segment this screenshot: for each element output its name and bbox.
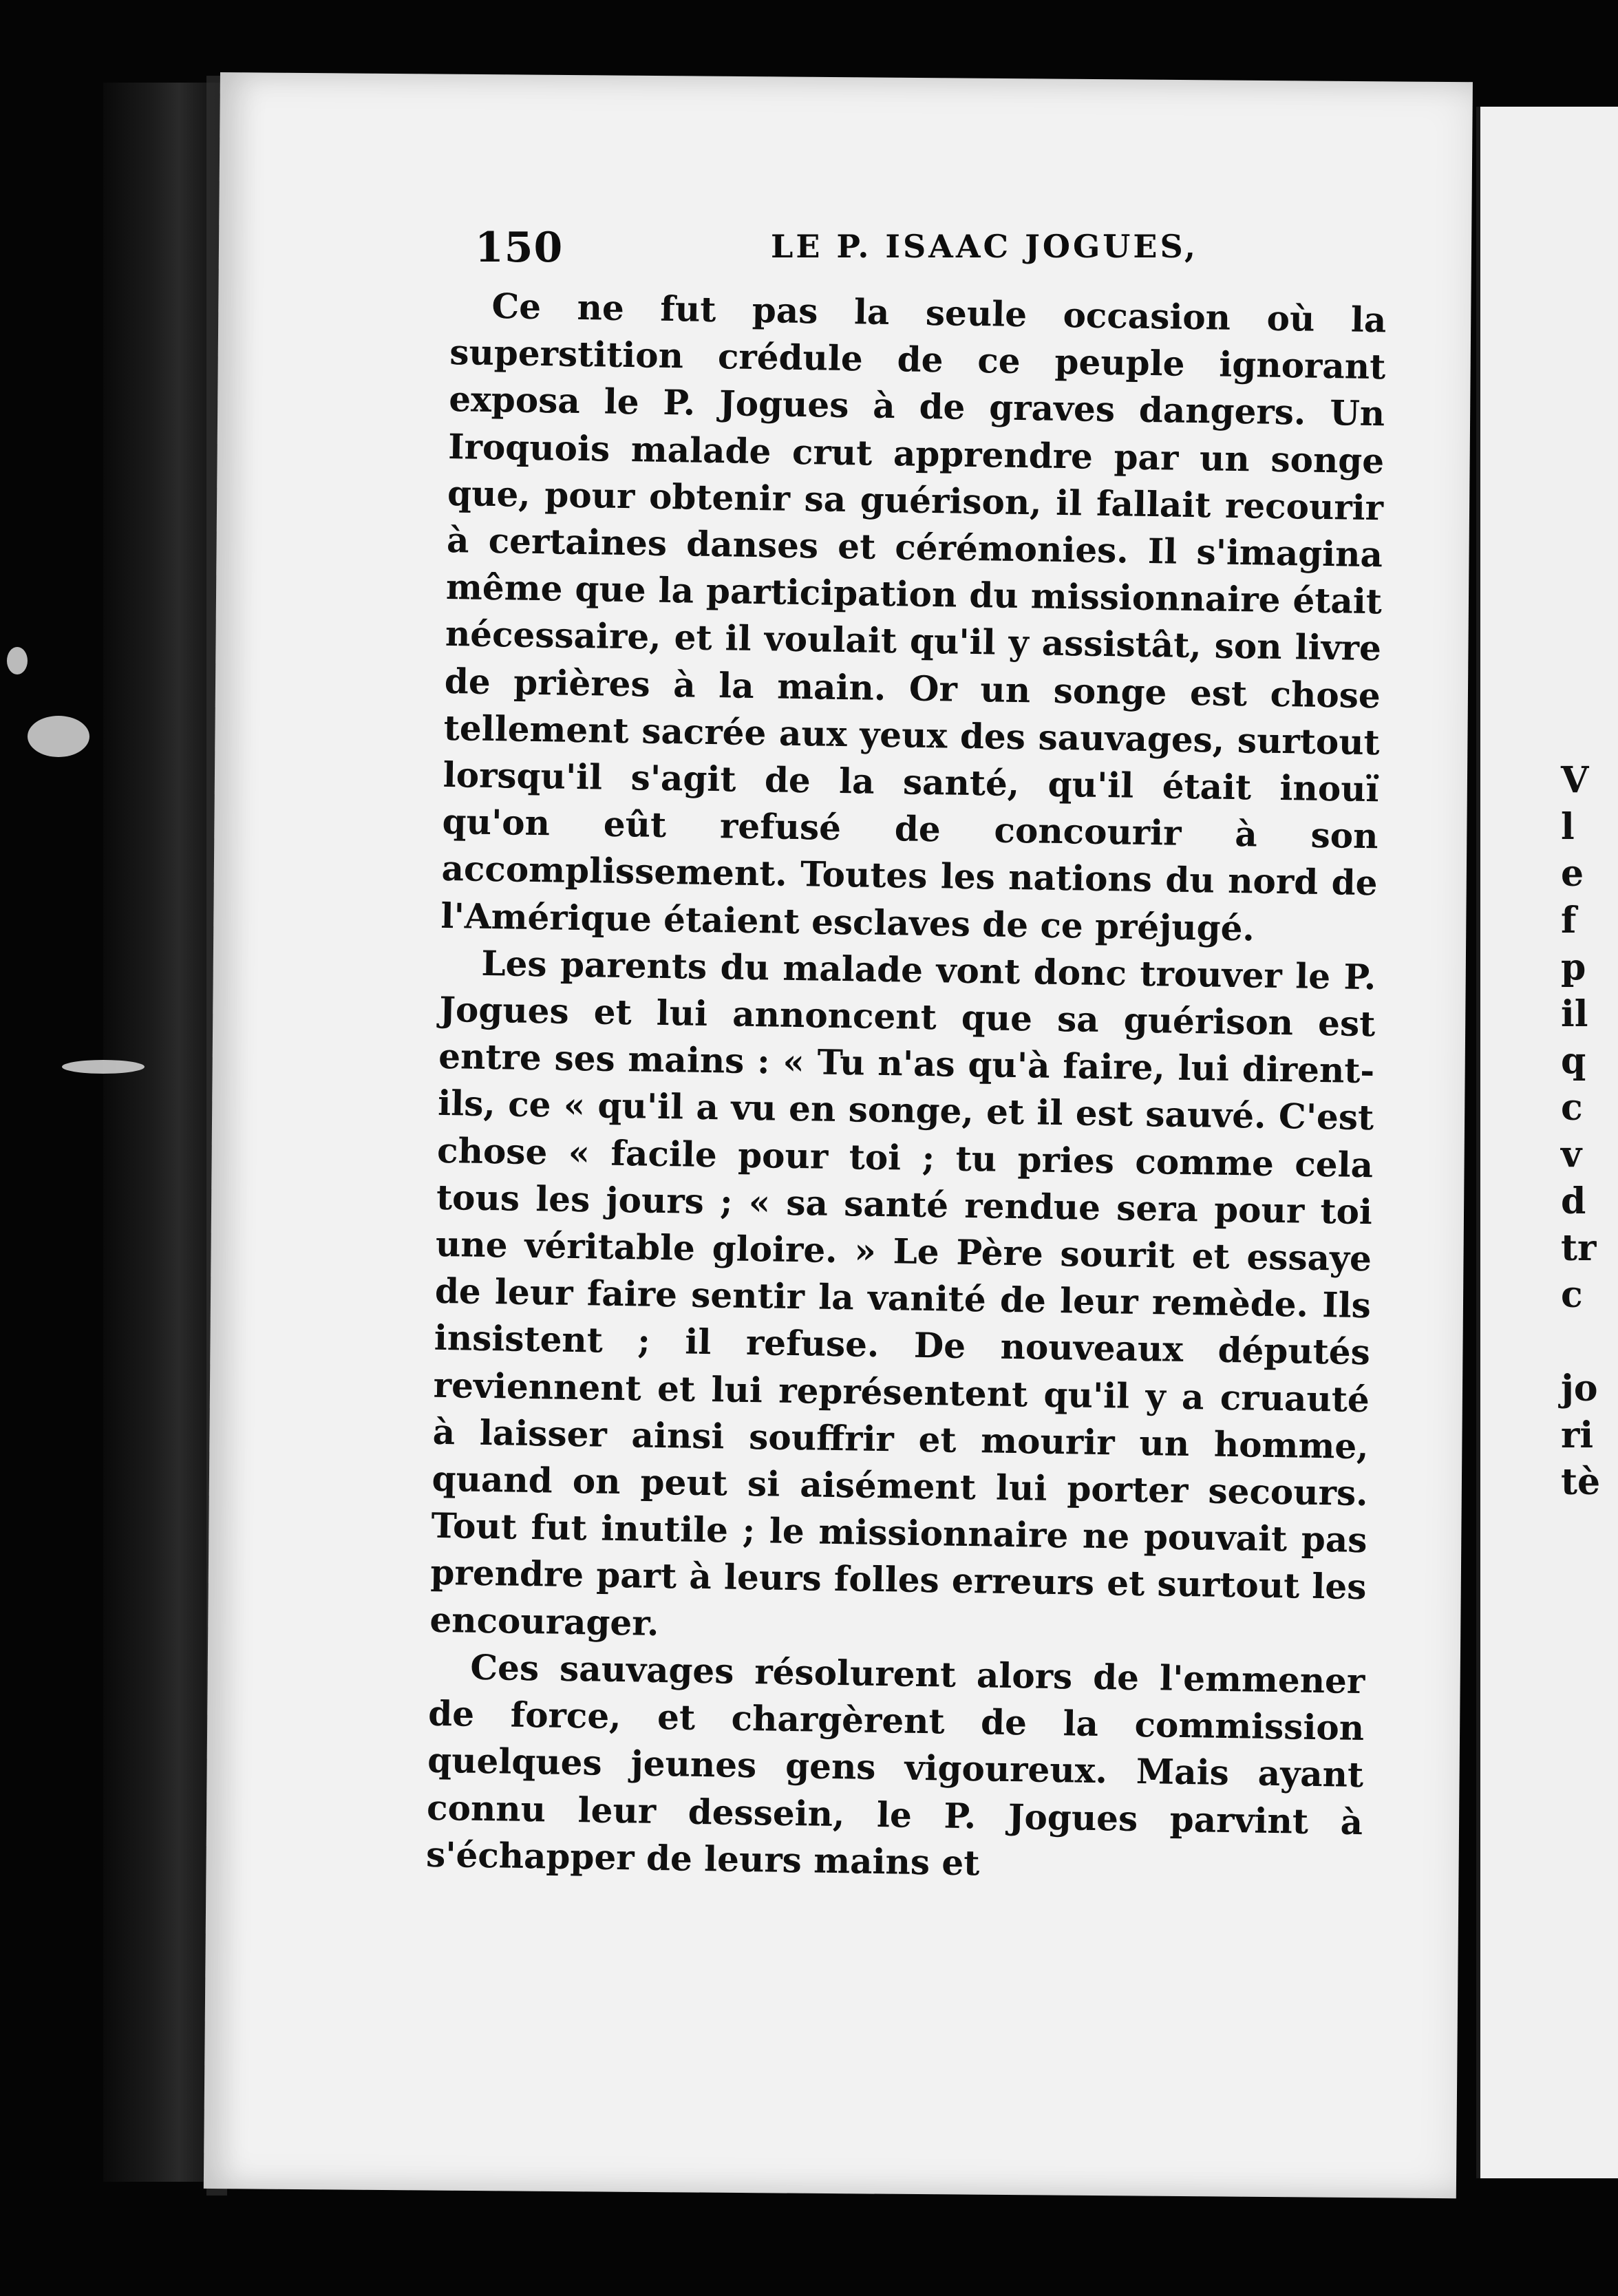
page-header (475, 224, 1404, 272)
scan-speck (7, 647, 28, 674)
running-title: LE P. ISAAC JOGUES, (771, 228, 1199, 265)
facing-page (1476, 107, 1618, 2178)
paragraph-2: Les parents du malade vont donc trouver le P. Jogues et lui annoncent que sa guérison est entre ses mains : « Tu n'as qu'à faire, lui dirent-ils, ce « qu'il a vu en songe, et il est sauvé. C'est chose « facile pour toi ; tu pries comme cela tous les jours ; « sa santé rendue sera pour toi une véritable gloire. » Le Père sourit et essaye de leur faire sentir la vanité de leur remède. Ils insistent ; il refuse. De nouveaux députés reviennent et lui représentent qu'il y a cruauté à laisser ainsi souffrir et mourir un homme, quand on peut si aisément lui porter secours. Tout fut inutile ; le missionnaire ne pouvait pas prendre part à leurs folles erreurs et surtout les encourager. (429, 942, 1376, 1644)
paragraph-1: Ce ne fut pas la seule occasion où la superstition crédule de ce peuple ignorant exposa le P. Jogues à de graves dangers. Un Iroquois malade crut apprendre par un songe que, pour obtenir sa guérison, il fallait recourir à certaines danses et cérémonies. Il s'imagina même que la participation du missionnaire était nécessaire, et il voulait qu'il y assistât, son livre de prières à la main. Or un songe est chose tellement sacrée aux yeux des sauvages, surtout lorsqu'il s'agit de la santé, qu'il était inouï qu'on eût refusé de concourir à son accomplissement. Toutes les nations du nord de l'Amérique étaient esclaves de ce préjugé. (440, 285, 1387, 949)
page-number: 150 (475, 224, 564, 272)
facing-page-fragments: V l e f p il q c v d tr c jo ri tè (1561, 759, 1601, 1503)
body-text (426, 282, 1387, 1893)
scan-speck (28, 716, 89, 757)
scan-speck (62, 1060, 145, 1074)
paragraph-3: Ces sauvages résolurent alors de l'emmener de force, et chargèrent de la commission quelques jeunes gens vigoureux. Mais ayant connu leur dessein, le P. Jogues parvint à s'échapper de leurs mains et (425, 1646, 1365, 1884)
